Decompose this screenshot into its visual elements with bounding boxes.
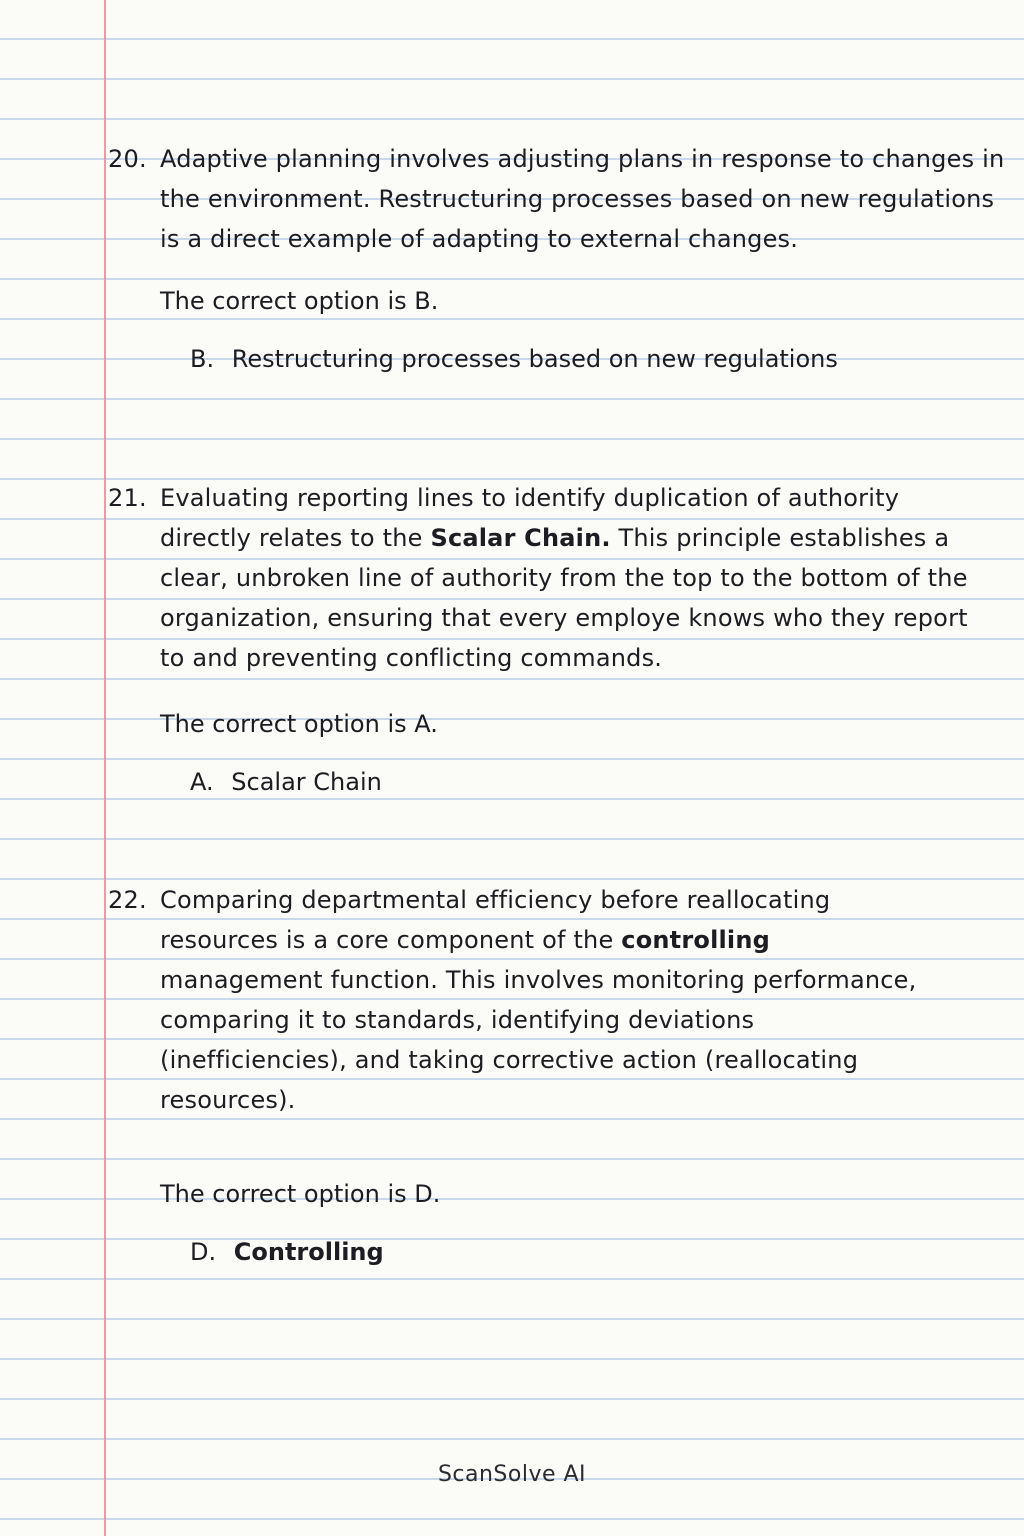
text-after: This principle establishes a clear, unbroken line of authority from the top to the bottom of the organization, ensuring that every employe knows who they report to and preventing conflicting commands. <box>160 524 968 672</box>
problem-text <box>160 478 990 678</box>
text-before: Comparing departmental efficiency before reallocating resources is a core component of the <box>160 886 831 954</box>
problem-20 <box>108 139 1008 379</box>
problem-21 <box>108 478 1008 802</box>
choice-text: Controlling <box>233 1238 384 1266</box>
correct-choice <box>190 1232 1008 1272</box>
problem-statement <box>108 478 1008 678</box>
problem-number: 21. <box>108 484 147 512</box>
problem-22 <box>108 880 1008 1272</box>
choice-letter: B. <box>190 345 215 373</box>
problem-statement <box>108 139 1008 259</box>
text-before: Evaluating reporting lines to identify duplication of authority directly relates to the <box>160 484 900 552</box>
problem-number: 20. <box>108 145 147 173</box>
answer-line: The correct option is D. <box>160 1180 441 1208</box>
answer-line: The correct option is A. <box>160 710 438 738</box>
choice-letter: D. <box>190 1238 217 1266</box>
problem-number: 22. <box>108 886 147 914</box>
choice-letter: A. <box>190 768 214 796</box>
footer-brand: ScanSolve AI <box>437 1462 587 1487</box>
answer-line: The correct option is B. <box>160 287 439 315</box>
highlighted-term: Scalar Chain. <box>430 524 611 552</box>
correct-choice <box>190 762 1008 802</box>
problem-statement <box>108 880 1008 1120</box>
correct-choice <box>190 339 1008 379</box>
choice-text: Scalar Chain <box>231 768 382 796</box>
choice-text: Restructuring processes based on new regulations <box>231 345 838 373</box>
problem-text <box>160 880 930 1120</box>
highlighted-term: controlling <box>621 926 771 954</box>
problem-text: Adaptive planning involves adjusting plans in response to changes in the environment. Restructuring processes based on new regulations is a direct example of adapting to external changes. <box>160 145 1005 253</box>
text-after: management function. This involves monitoring performance, comparing it to standards, identifying deviations (inefficiencies), and taking corrective action (reallocating resources). <box>160 966 917 1114</box>
